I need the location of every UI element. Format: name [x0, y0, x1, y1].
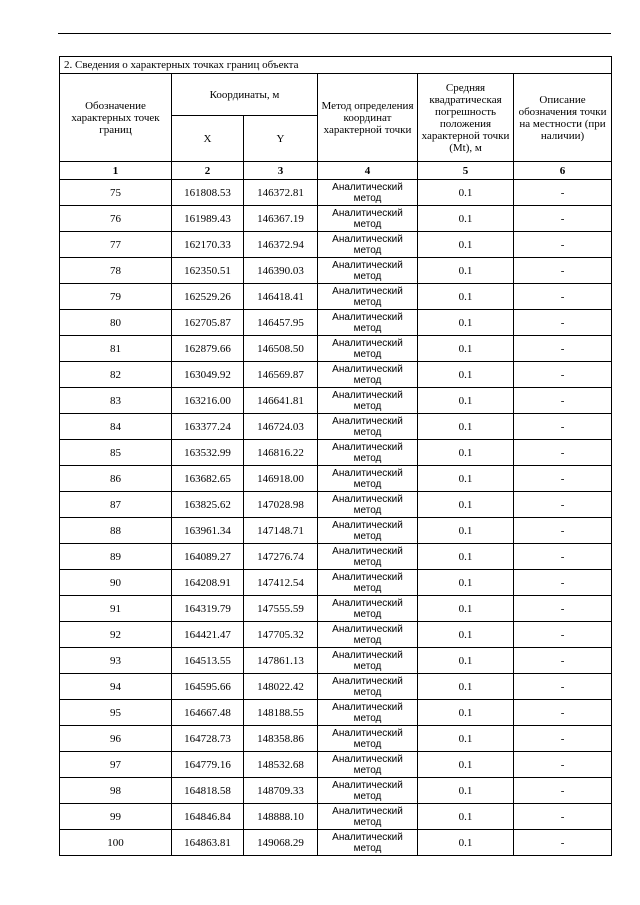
method-cell: Аналитический метод [318, 778, 418, 804]
x-coordinate-cell: 164208.91 [172, 570, 244, 596]
description-cell: - [514, 700, 612, 726]
x-coordinate-cell: 164728.73 [172, 726, 244, 752]
description-cell: - [514, 206, 612, 232]
table-row [60, 804, 612, 830]
description-cell: - [514, 778, 612, 804]
x-coordinate-cell: 162170.33 [172, 232, 244, 258]
x-coordinate-cell: 164421.47 [172, 622, 244, 648]
y-coordinate-cell: 148532.68 [244, 752, 318, 778]
y-coordinate-cell: 147555.59 [244, 596, 318, 622]
table-row [60, 388, 612, 414]
x-coordinate-cell: 163532.99 [172, 440, 244, 466]
y-coordinate-cell: 147028.98 [244, 492, 318, 518]
table-row [60, 518, 612, 544]
x-coordinate-cell: 161808.53 [172, 180, 244, 206]
table-row [60, 258, 612, 284]
method-cell: Аналитический метод [318, 284, 418, 310]
table-row [60, 830, 612, 856]
description-cell: - [514, 180, 612, 206]
point-number-cell: 77 [60, 232, 172, 258]
x-coordinate-cell: 163682.65 [172, 466, 244, 492]
error-cell: 0.1 [418, 414, 514, 440]
table-row [60, 596, 612, 622]
error-cell: 0.1 [418, 180, 514, 206]
error-cell: 0.1 [418, 466, 514, 492]
column-number: 1 [60, 162, 172, 180]
page-top-rule [58, 33, 611, 34]
error-cell: 0.1 [418, 700, 514, 726]
column-number: 6 [514, 162, 612, 180]
table-row [60, 232, 612, 258]
y-coordinate-cell: 146390.03 [244, 258, 318, 284]
method-cell: Аналитический метод [318, 492, 418, 518]
point-number-cell: 75 [60, 180, 172, 206]
point-number-cell: 86 [60, 466, 172, 492]
y-coordinate-cell: 146641.81 [244, 388, 318, 414]
x-coordinate-cell: 161989.43 [172, 206, 244, 232]
method-cell: Аналитический метод [318, 726, 418, 752]
point-number-cell: 79 [60, 284, 172, 310]
point-number-cell: 84 [60, 414, 172, 440]
method-cell: Аналитический метод [318, 258, 418, 284]
point-number-cell: 93 [60, 648, 172, 674]
y-coordinate-cell: 146724.03 [244, 414, 318, 440]
description-cell: - [514, 622, 612, 648]
y-coordinate-cell: 147148.71 [244, 518, 318, 544]
x-coordinate-cell: 164513.55 [172, 648, 244, 674]
y-coordinate-cell: 147705.32 [244, 622, 318, 648]
table-row [60, 440, 612, 466]
point-number-cell: 96 [60, 726, 172, 752]
point-number-cell: 99 [60, 804, 172, 830]
table-row [60, 570, 612, 596]
header-point-designation: Обозначение характерных точек границ [60, 74, 172, 162]
table-row [60, 544, 612, 570]
x-coordinate-cell: 163377.24 [172, 414, 244, 440]
error-cell: 0.1 [418, 544, 514, 570]
method-cell: Аналитический метод [318, 622, 418, 648]
description-cell: - [514, 310, 612, 336]
error-cell: 0.1 [418, 830, 514, 856]
x-coordinate-cell: 164779.16 [172, 752, 244, 778]
description-cell: - [514, 336, 612, 362]
header-error: Средняя квадратическая погрешность положения характерной точки (Mt), м [418, 74, 514, 162]
table-row [60, 648, 612, 674]
point-number-cell: 92 [60, 622, 172, 648]
x-coordinate-cell: 164667.48 [172, 700, 244, 726]
error-cell: 0.1 [418, 726, 514, 752]
error-cell: 0.1 [418, 674, 514, 700]
error-cell: 0.1 [418, 310, 514, 336]
point-number-cell: 85 [60, 440, 172, 466]
point-number-cell: 100 [60, 830, 172, 856]
table-row [60, 284, 612, 310]
method-cell: Аналитический метод [318, 804, 418, 830]
y-coordinate-cell: 146418.41 [244, 284, 318, 310]
x-coordinate-cell: 164818.58 [172, 778, 244, 804]
header-method: Метод определения координат характерной точки [318, 74, 418, 162]
x-coordinate-cell: 162879.66 [172, 336, 244, 362]
error-cell: 0.1 [418, 362, 514, 388]
method-cell: Аналитический метод [318, 414, 418, 440]
method-cell: Аналитический метод [318, 752, 418, 778]
y-coordinate-cell: 146816.22 [244, 440, 318, 466]
column-number: 3 [244, 162, 318, 180]
error-cell: 0.1 [418, 388, 514, 414]
point-number-cell: 95 [60, 700, 172, 726]
y-coordinate-cell: 146372.94 [244, 232, 318, 258]
header-coordinates: Координаты, м [172, 74, 318, 116]
method-cell: Аналитический метод [318, 232, 418, 258]
column-number: 5 [418, 162, 514, 180]
y-coordinate-cell: 147412.54 [244, 570, 318, 596]
error-cell: 0.1 [418, 258, 514, 284]
description-cell: - [514, 232, 612, 258]
header-x: X [172, 116, 244, 162]
table-row [60, 674, 612, 700]
table-row [60, 492, 612, 518]
description-cell: - [514, 544, 612, 570]
error-cell: 0.1 [418, 440, 514, 466]
y-coordinate-cell: 147276.74 [244, 544, 318, 570]
y-coordinate-cell: 148022.42 [244, 674, 318, 700]
point-number-cell: 76 [60, 206, 172, 232]
x-coordinate-cell: 163216.00 [172, 388, 244, 414]
table-row [60, 336, 612, 362]
description-cell: - [514, 648, 612, 674]
method-cell: Аналитический метод [318, 674, 418, 700]
method-cell: Аналитический метод [318, 180, 418, 206]
table-row [60, 180, 612, 206]
error-cell: 0.1 [418, 336, 514, 362]
x-coordinate-cell: 164863.81 [172, 830, 244, 856]
y-coordinate-cell: 146457.95 [244, 310, 318, 336]
description-cell: - [514, 830, 612, 856]
table-row [60, 310, 612, 336]
point-number-cell: 80 [60, 310, 172, 336]
header-y: Y [244, 116, 318, 162]
description-cell: - [514, 258, 612, 284]
method-cell: Аналитический метод [318, 440, 418, 466]
error-cell: 0.1 [418, 232, 514, 258]
description-cell: - [514, 466, 612, 492]
method-cell: Аналитический метод [318, 466, 418, 492]
description-cell: - [514, 596, 612, 622]
method-cell: Аналитический метод [318, 206, 418, 232]
table-row [60, 414, 612, 440]
y-coordinate-cell: 146372.81 [244, 180, 318, 206]
table-row [60, 778, 612, 804]
y-coordinate-cell: 148188.55 [244, 700, 318, 726]
description-cell: - [514, 674, 612, 700]
error-cell: 0.1 [418, 804, 514, 830]
y-coordinate-cell: 148358.86 [244, 726, 318, 752]
description-cell: - [514, 492, 612, 518]
description-cell: - [514, 414, 612, 440]
description-cell: - [514, 440, 612, 466]
x-coordinate-cell: 164319.79 [172, 596, 244, 622]
description-cell: - [514, 570, 612, 596]
method-cell: Аналитический метод [318, 830, 418, 856]
y-coordinate-cell: 146918.00 [244, 466, 318, 492]
description-cell: - [514, 726, 612, 752]
y-coordinate-cell: 148888.10 [244, 804, 318, 830]
method-cell: Аналитический метод [318, 570, 418, 596]
point-number-cell: 83 [60, 388, 172, 414]
method-cell: Аналитический метод [318, 388, 418, 414]
point-number-cell: 89 [60, 544, 172, 570]
y-coordinate-cell: 146569.87 [244, 362, 318, 388]
x-coordinate-cell: 163961.34 [172, 518, 244, 544]
y-coordinate-cell: 148709.33 [244, 778, 318, 804]
column-number: 2 [172, 162, 244, 180]
x-coordinate-cell: 162350.51 [172, 258, 244, 284]
method-cell: Аналитический метод [318, 362, 418, 388]
table-row [60, 206, 612, 232]
error-cell: 0.1 [418, 752, 514, 778]
description-cell: - [514, 284, 612, 310]
point-number-cell: 97 [60, 752, 172, 778]
point-number-cell: 78 [60, 258, 172, 284]
point-number-cell: 91 [60, 596, 172, 622]
x-coordinate-cell: 164595.66 [172, 674, 244, 700]
point-number-cell: 81 [60, 336, 172, 362]
x-coordinate-cell: 164846.84 [172, 804, 244, 830]
table-row [60, 752, 612, 778]
y-coordinate-cell: 146508.50 [244, 336, 318, 362]
table-body [60, 180, 612, 856]
table-row [60, 466, 612, 492]
error-cell: 0.1 [418, 648, 514, 674]
error-cell: 0.1 [418, 518, 514, 544]
method-cell: Аналитический метод [318, 518, 418, 544]
error-cell: 0.1 [418, 778, 514, 804]
description-cell: - [514, 804, 612, 830]
column-number-row [60, 162, 612, 180]
table-row [60, 362, 612, 388]
point-number-cell: 88 [60, 518, 172, 544]
error-cell: 0.1 [418, 206, 514, 232]
description-cell: - [514, 388, 612, 414]
error-cell: 0.1 [418, 596, 514, 622]
method-cell: Аналитический метод [318, 310, 418, 336]
method-cell: Аналитический метод [318, 544, 418, 570]
point-number-cell: 94 [60, 674, 172, 700]
x-coordinate-cell: 163049.92 [172, 362, 244, 388]
description-cell: - [514, 518, 612, 544]
point-number-cell: 98 [60, 778, 172, 804]
point-number-cell: 90 [60, 570, 172, 596]
table-row [60, 726, 612, 752]
section-title: 2. Сведения о характерных точках границ объекта [60, 57, 612, 74]
table-row [60, 622, 612, 648]
x-coordinate-cell: 163825.62 [172, 492, 244, 518]
error-cell: 0.1 [418, 284, 514, 310]
x-coordinate-cell: 164089.27 [172, 544, 244, 570]
y-coordinate-cell: 146367.19 [244, 206, 318, 232]
header-description: Описание обозначения точки на местности (при наличии) [514, 74, 612, 162]
description-cell: - [514, 362, 612, 388]
y-coordinate-cell: 149068.29 [244, 830, 318, 856]
table-row [60, 700, 612, 726]
point-number-cell: 82 [60, 362, 172, 388]
point-number-cell: 87 [60, 492, 172, 518]
error-cell: 0.1 [418, 570, 514, 596]
error-cell: 0.1 [418, 622, 514, 648]
method-cell: Аналитический метод [318, 336, 418, 362]
x-coordinate-cell: 162705.87 [172, 310, 244, 336]
error-cell: 0.1 [418, 492, 514, 518]
y-coordinate-cell: 147861.13 [244, 648, 318, 674]
method-cell: Аналитический метод [318, 596, 418, 622]
method-cell: Аналитический метод [318, 648, 418, 674]
column-number: 4 [318, 162, 418, 180]
boundary-points-table [59, 56, 612, 856]
x-coordinate-cell: 162529.26 [172, 284, 244, 310]
method-cell: Аналитический метод [318, 700, 418, 726]
description-cell: - [514, 752, 612, 778]
